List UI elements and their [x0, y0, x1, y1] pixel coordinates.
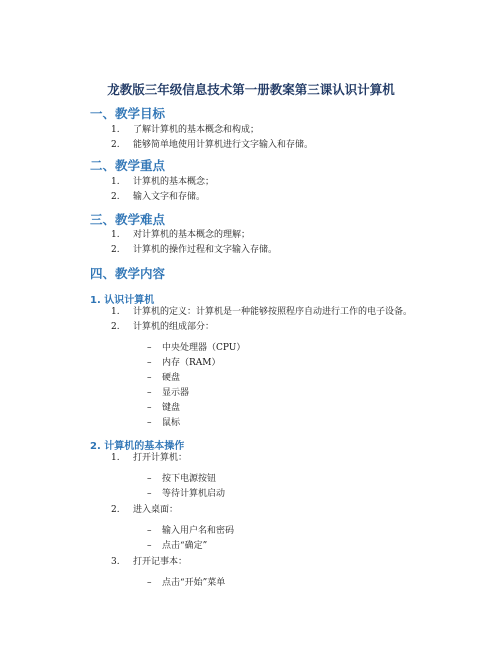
heading-difficult-points: 三、教学难点 — [90, 212, 166, 227]
subheading-basic-operations: 2. 计算机的基本操作 — [90, 441, 185, 452]
heading-teaching-content: 四、教学内容 — [90, 266, 166, 281]
document-page: 龙教版三年级信息技术第一册教案第三课认识计算机 一、教学目标 1. 了解计算机的基本概念和构成； 2. 能够简单地使用计算机进行文字输入和存储。 二、教学重点 1. 计算机的基本概念； 2. 输入文字和存储。 三、教学难点 1. 对计算机的基本概念的理解； 2. 计算机的操作过程和文字输入存储。 四、教学内容 1. 认识计算机 1. 计算机的定义：计算机是一种能够按照程序自动进行工作的电子设备。 2. 计算机的组成部分： – 中央处理器（CPU） – 内存（RAM） – 硬盘 – 显示器 – 键盘 – 鼠标 2. 计算机的基本操作 1. 打开计算机： – 按下电源按钮 – 等待计算机启动 2. 进入桌面： – 输入用户名和密码 – 点击“确定” 3. 打开记事本： – 点击“开始”菜单 — [0, 0, 502, 649]
document-title: 龙教版三年级信息技术第一册教案第三课认识计算机 — [107, 82, 395, 97]
heading-key-points: 二、教学重点 — [90, 158, 166, 173]
subheading-know-computer: 1. 认识计算机 — [90, 295, 155, 306]
heading-teaching-goals: 一、教学目标 — [90, 106, 166, 121]
